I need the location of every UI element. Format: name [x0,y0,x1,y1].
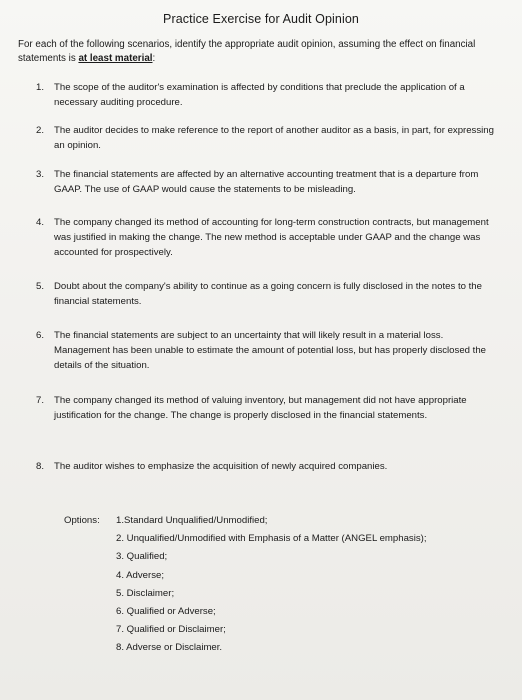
option-item: 7. Qualified or Disclaimer; [116,624,226,636]
instructions-text: For each of the following scenarios, identify the appropriate audit opinion, assuming the effect on financial statements is [18,39,476,64]
option-item: 8. Adverse or Disclaimer. [116,642,223,654]
options-list [116,512,427,658]
scenario-text: The company changed its method of accounting for long-term construction contracts, but management was justified in making the change. The new method is acceptable under GAAP and the change was accounted for prospectively. [54,217,489,258]
scenario-number: 2. [36,125,45,136]
instructions-colon: : [152,53,156,64]
scenario-number: 7. [36,395,45,406]
scenario-item [36,279,501,309]
scenario-text: The financial statements are affected by an alternative accounting treatment that is a departure from GAAP. The use of GAAP would cause the statements to be misleading. [54,169,479,195]
scenario-number: 3. [36,169,45,180]
scenario-number: 1. [36,82,45,93]
document-title: Practice Exercise for Audit Opinion [163,12,359,26]
instructions [18,38,498,66]
option-item: 1.Standard Unqualified/Unmodified; [116,515,268,526]
scenario-item [36,80,501,110]
option-item: 5. Disclaimer; [116,587,175,599]
scenario-text: The scope of the auditor's examination is affected by conditions that preclude the application of a necessary auditing procedure. [54,82,465,108]
scenario-text: The company changed its method of valuing inventory, but management did not have appropriate justification for the change. The change is properly disclosed in the financial statements. [54,395,467,421]
scenario-number: 6. [36,330,45,341]
instructions-emphasis: at least material [78,53,153,64]
option-item: 2. Unqualified/Unmodified with Emphasis of a Matter (ANGEL emphasis); [116,533,427,545]
scenario-item [36,459,501,474]
scenario-number: 4. [36,217,45,228]
scenario-item [36,123,501,153]
scenario-item [36,328,501,373]
option-item: 3. Qualified; [116,551,168,563]
scenario-text: The auditor wishes to emphasize the acquisition of newly acquired companies. [54,461,388,472]
scenario-item [36,393,501,423]
scenario-text: The auditor decides to make reference to the report of another auditor as a basis, in part, for expressing an opinion. [54,125,494,151]
scenario-text: Doubt about the company's ability to continue as a going concern is fully disclosed in the notes to the financial statements. [54,281,482,307]
scenario-number: 5. [36,281,45,292]
options-label: Options: [64,515,100,526]
option-item: 6. Qualified or Adverse; [116,606,216,618]
scenario-item [36,167,501,197]
scenario-number: 8. [36,461,45,472]
scenario-item [36,215,501,260]
scenario-text: The financial statements are subject to an uncertainty that will likely result in a material loss. Management has been unable to estimate the amount of potential loss, but has properly disclosed the details of the situation. [54,330,486,371]
option-item: 4. Adverse; [116,569,164,581]
